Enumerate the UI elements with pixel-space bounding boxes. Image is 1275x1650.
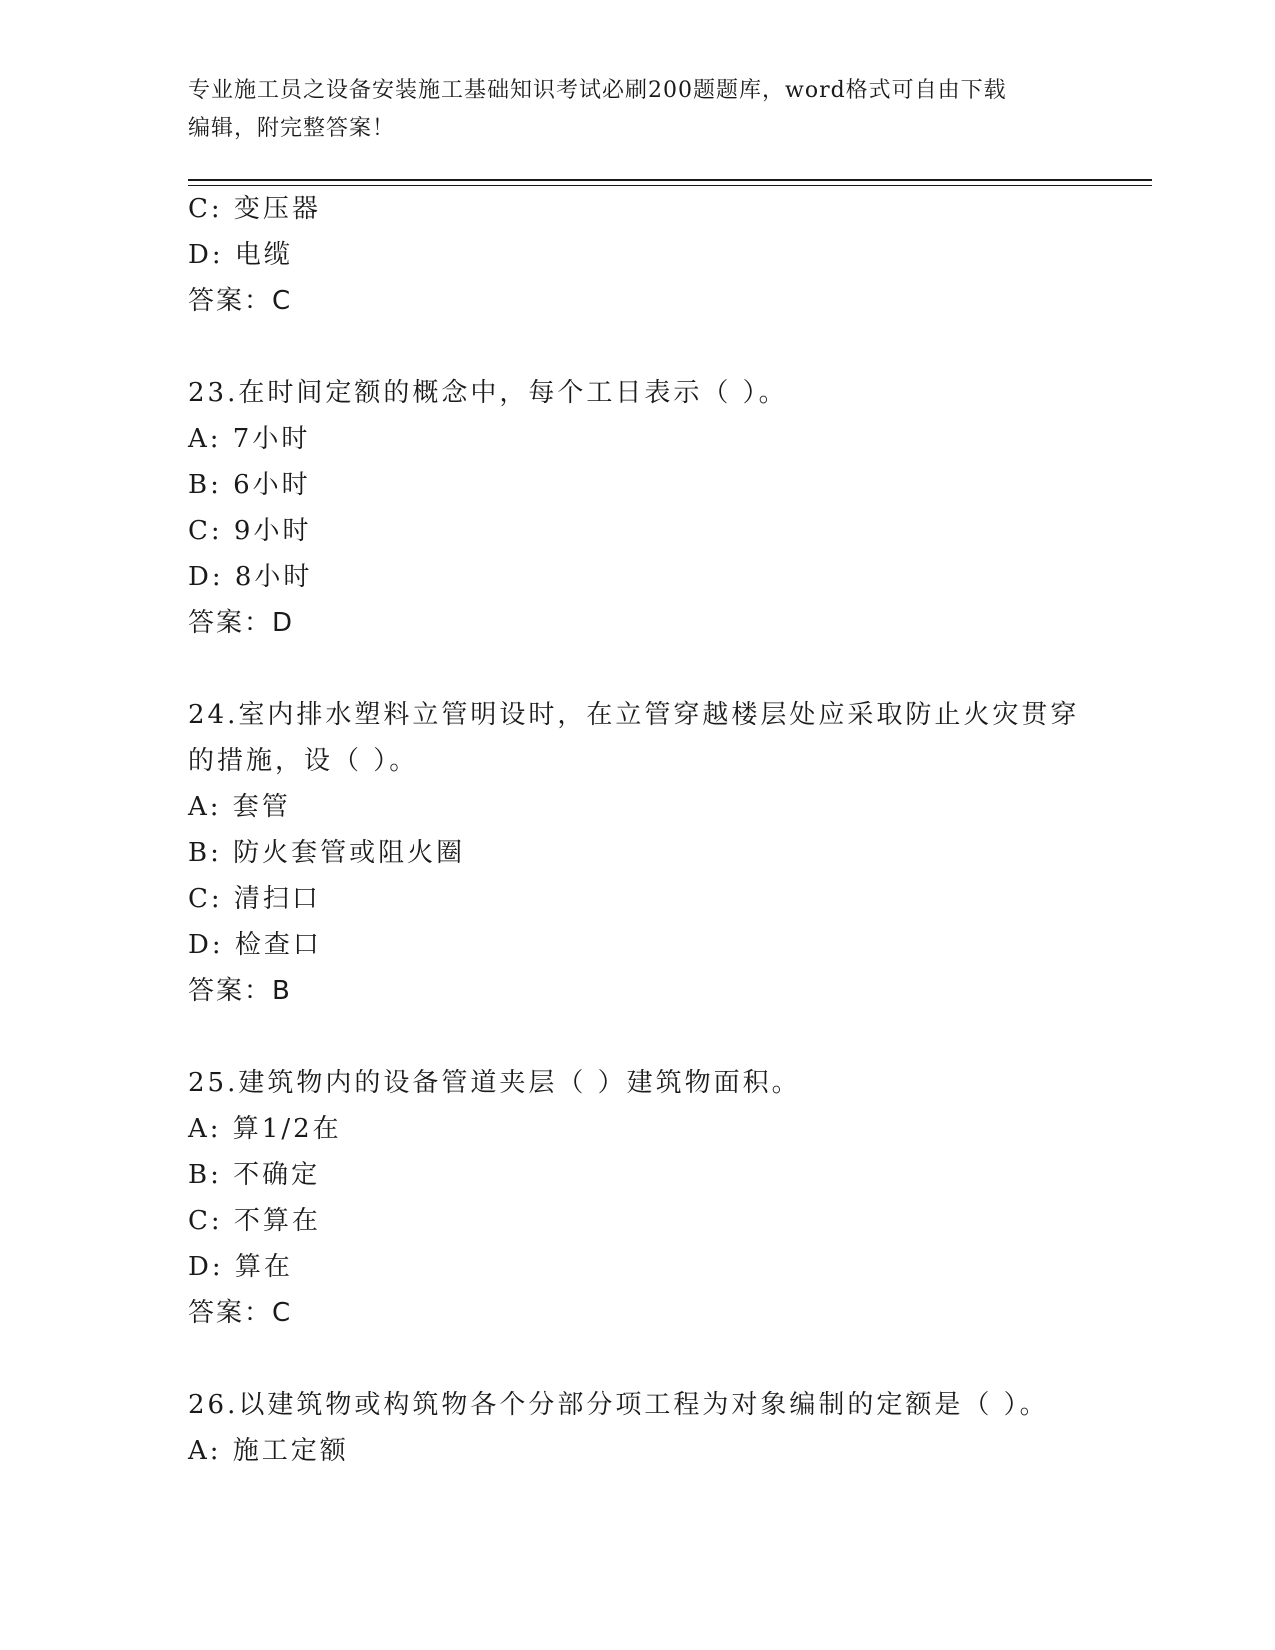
question-stem-continued: 的措施，设（ ）。 [188, 746, 419, 776]
header-rule-thick [188, 179, 1152, 181]
question-24 [188, 692, 1088, 1014]
answer-line: 答案：B [188, 976, 292, 1006]
option-d: D: 8小时 [188, 562, 313, 592]
option-b: B: 防火套管或阻火圈 [188, 838, 466, 868]
question-22-tail [188, 186, 1088, 324]
question-stem: 23.在时间定额的概念中，每个工日表示（ ）。 [188, 378, 788, 408]
option-b: B: 不确定 [188, 1160, 321, 1190]
option-a: A: 套管 [188, 792, 291, 822]
question-26 [188, 1382, 1088, 1474]
answer-line: 答案：C [188, 1298, 293, 1328]
question-23 [188, 370, 1088, 646]
option-a: A: 7小时 [188, 424, 311, 454]
answer-line: 答案：C [188, 286, 293, 316]
option-a: A: 算1/2在 [188, 1114, 342, 1144]
option-c: C: 不算在 [188, 1206, 321, 1236]
question-stem: 24.室内排水塑料立管明设时，在立管穿越楼层处应采取防止火灾贯穿 [188, 700, 1080, 730]
answer-line: 答案：D [188, 608, 295, 638]
question-stem: 25.建筑物内的设备管道夹层（ ）建筑物面积。 [188, 1068, 801, 1098]
option-c: C: 清扫口 [188, 884, 321, 914]
question-stem: 26.以建筑物或构筑物各个分部分项工程为对象编制的定额是（ ）。 [188, 1390, 1049, 1420]
option-c: C: 9小时 [188, 516, 312, 546]
header-line-2: 编辑，附完整答案！ [188, 116, 396, 141]
page-header [188, 72, 1078, 148]
header-line-1: 专业施工员之设备安装施工基础知识考试必刷200题题库，word格式可自由下载 [188, 78, 1007, 103]
option-c: C: 变压器 [188, 194, 321, 224]
question-list [188, 186, 1088, 1474]
option-d: D: 算在 [188, 1252, 293, 1282]
option-a: A: 施工定额 [188, 1436, 349, 1466]
option-d: D: 检查口 [188, 930, 322, 960]
option-d: D: 电缆 [188, 240, 293, 270]
question-25 [188, 1060, 1088, 1336]
option-b: B: 6小时 [188, 470, 311, 500]
